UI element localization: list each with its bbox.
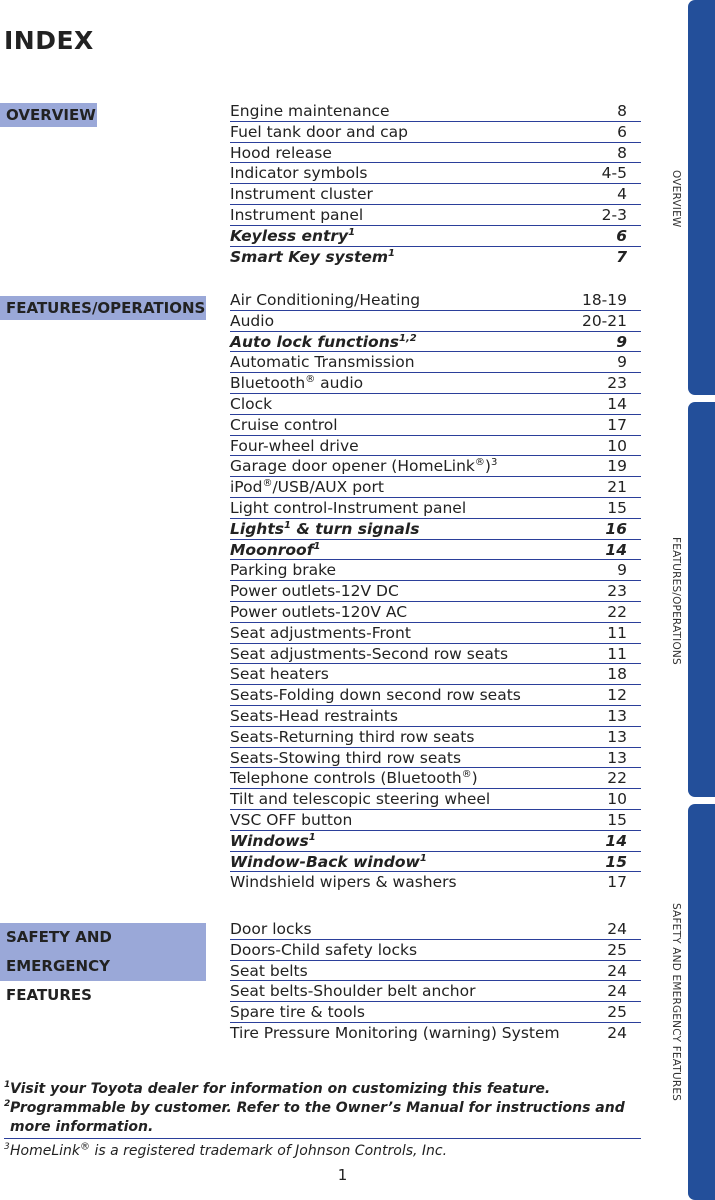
entry-name: Air Conditioning/Heating bbox=[230, 291, 421, 309]
entry-name: Power outlets-12V DC bbox=[230, 582, 399, 601]
side-tab-overview[interactable] bbox=[688, 0, 715, 395]
entry-name: Telephone controls (Bluetooth®) bbox=[230, 769, 478, 788]
index-entry[interactable] bbox=[230, 581, 641, 602]
entry-name: Bluetooth® audio bbox=[230, 374, 364, 393]
entry-name: Light control-Instrument panel bbox=[230, 498, 467, 517]
entry-superscript: 1 bbox=[313, 540, 321, 552]
entry-superscript: 1,2 bbox=[398, 332, 417, 344]
entry-superscript: 1 bbox=[419, 852, 427, 864]
entry-name: Clock bbox=[230, 394, 273, 413]
entry-page: 21 bbox=[607, 478, 627, 497]
index-entry[interactable] bbox=[230, 456, 641, 477]
index-entry[interactable] bbox=[230, 831, 641, 852]
section-label bbox=[0, 296, 206, 320]
entry-page: 25 bbox=[607, 940, 627, 959]
entry-page: 2-3 bbox=[601, 205, 627, 224]
entry-name: Instrument cluster bbox=[230, 185, 373, 204]
entry-page: 13 bbox=[607, 706, 627, 725]
entry-page: 9 bbox=[616, 332, 627, 351]
index-entry[interactable] bbox=[230, 706, 641, 727]
entry-page: 10 bbox=[607, 790, 627, 809]
entry-page: 8 bbox=[617, 143, 627, 162]
entry-page: 6 bbox=[617, 122, 627, 141]
section-label bbox=[0, 923, 206, 1004]
entry-page: 9 bbox=[617, 561, 627, 580]
entry-page: 23 bbox=[607, 582, 627, 601]
entry-page: 13 bbox=[607, 727, 627, 746]
entry-name: Audio bbox=[230, 311, 275, 330]
entry-name: VSC OFF button bbox=[230, 810, 353, 829]
entry-page: 12 bbox=[607, 686, 627, 705]
entry-superscript: 3 bbox=[490, 457, 498, 469]
entry-name: Seat heaters bbox=[230, 665, 329, 684]
index-entry-list bbox=[230, 290, 641, 893]
entry-superscript: ® bbox=[474, 457, 485, 469]
index-entry[interactable] bbox=[230, 436, 641, 457]
index-entry[interactable] bbox=[230, 143, 641, 164]
entry-name: Four-wheel drive bbox=[230, 436, 359, 455]
entry-name: Automatic Transmission bbox=[230, 353, 415, 372]
entry-page: 18-19 bbox=[581, 291, 627, 309]
section-label-line: OVERVIEW bbox=[6, 106, 96, 124]
entry-name: Auto lock functions$^{1,2}$ bbox=[230, 332, 417, 351]
entry-page: 11 bbox=[607, 644, 627, 663]
entry-page: 25 bbox=[607, 1003, 627, 1022]
entry-name: Tilt and telescopic steering wheel bbox=[230, 790, 491, 809]
index-entry[interactable] bbox=[230, 352, 641, 373]
entry-name: Seats-Returning third row seats bbox=[230, 727, 475, 746]
footnotes bbox=[4, 1080, 641, 1161]
index-entry[interactable] bbox=[230, 373, 641, 394]
index-entry[interactable] bbox=[230, 519, 641, 540]
entry-name: Seats-Head restraints bbox=[230, 706, 398, 725]
entry-superscript: 1 bbox=[348, 226, 356, 238]
entry-page: 15 bbox=[607, 498, 627, 517]
entry-page: 22 bbox=[607, 602, 627, 621]
section-label-line: EMERGENCY FEATURES bbox=[6, 957, 110, 1004]
index-entry[interactable] bbox=[230, 727, 641, 748]
entry-name: Windows$^1$ bbox=[230, 831, 316, 850]
entry-page: 24 bbox=[607, 982, 627, 1001]
entry-page: 4 bbox=[617, 185, 627, 204]
entry-page: 9 bbox=[617, 353, 627, 372]
index-entry[interactable] bbox=[230, 664, 641, 685]
entry-name: Seat belts-Shoulder belt anchor bbox=[230, 982, 476, 1001]
index-entry[interactable] bbox=[230, 961, 641, 982]
entry-name: Window-Back window$^1$ bbox=[230, 852, 427, 871]
entry-page: 20-21 bbox=[581, 311, 627, 330]
index-entry[interactable] bbox=[230, 919, 641, 940]
entry-page: 16 bbox=[605, 519, 627, 538]
entry-name: Seat adjustments-Second row seats bbox=[230, 644, 509, 663]
entry-page: 22 bbox=[607, 769, 627, 788]
index-entry-list bbox=[230, 101, 641, 267]
entry-page: 17 bbox=[607, 873, 627, 892]
index-entry[interactable] bbox=[230, 247, 641, 268]
entry-page: 19 bbox=[607, 457, 627, 476]
entry-page: 13 bbox=[607, 748, 627, 767]
entry-page: 17 bbox=[607, 415, 627, 434]
footnote: 2 Programmable by customer. Refer to the Owner’s Manual for instructions and more information. bbox=[4, 1099, 625, 1135]
page-title: INDEX bbox=[4, 26, 94, 55]
entry-superscript: ® bbox=[262, 478, 273, 490]
entry-name: Tire Pressure Monitoring (warning) System bbox=[230, 1023, 560, 1042]
entry-page: 24 bbox=[607, 920, 627, 938]
index-entry[interactable] bbox=[230, 311, 641, 332]
entry-name: Cruise control bbox=[230, 415, 338, 434]
index-entry[interactable] bbox=[230, 184, 641, 205]
index-entry[interactable] bbox=[230, 101, 641, 122]
section-label-line: FEATURES/OPERATIONS bbox=[6, 299, 206, 317]
entry-name: Moonroof$^1$ bbox=[230, 540, 321, 559]
index-entry[interactable] bbox=[230, 498, 641, 519]
entry-page: 18 bbox=[607, 665, 627, 684]
index-entry[interactable] bbox=[230, 332, 641, 353]
index-entry[interactable] bbox=[230, 768, 641, 789]
entry-name: Lights$^1$ & turn signals bbox=[230, 519, 420, 538]
index-entry[interactable] bbox=[230, 226, 641, 247]
entry-name: Power outlets-120V AC bbox=[230, 602, 408, 621]
index-entry[interactable] bbox=[230, 852, 641, 873]
index-entry[interactable] bbox=[230, 122, 641, 143]
entry-name: Engine maintenance bbox=[230, 102, 390, 120]
index-entry[interactable] bbox=[230, 1002, 641, 1023]
entry-name: Garage door opener (HomeLink®)$^3$ bbox=[230, 457, 498, 476]
index-entry[interactable] bbox=[230, 981, 641, 1002]
footnote: 3 HomeLink® is a registered trademark of Johnson Controls, Inc. bbox=[4, 1141, 448, 1159]
entry-superscript: 1 bbox=[388, 247, 395, 259]
entry-name: Seats-Folding down second row seats bbox=[230, 686, 521, 705]
index-entry[interactable] bbox=[230, 789, 641, 810]
index-entry[interactable] bbox=[230, 748, 641, 769]
entry-name: Keyless entry$^1$ bbox=[230, 226, 356, 245]
entry-page: 15 bbox=[605, 852, 627, 871]
index-entry[interactable] bbox=[230, 290, 641, 311]
index-entry[interactable] bbox=[230, 1023, 641, 1044]
index-entry[interactable] bbox=[230, 205, 641, 226]
entry-page: 15 bbox=[607, 810, 627, 829]
entry-page: 24 bbox=[607, 961, 627, 980]
index-entry[interactable] bbox=[230, 163, 641, 184]
entry-name: Door locks bbox=[230, 920, 312, 938]
entry-page: 23 bbox=[607, 374, 627, 393]
entry-name: iPod®/USB/AUX port bbox=[230, 478, 384, 497]
index-entry[interactable] bbox=[230, 540, 641, 561]
entry-name: Fuel tank door and cap bbox=[230, 122, 409, 141]
entry-name: Instrument panel bbox=[230, 205, 364, 224]
index-entry[interactable] bbox=[230, 560, 641, 581]
entry-name: Smart Key system$^1$ bbox=[230, 247, 395, 266]
entry-page: 6 bbox=[616, 226, 627, 245]
entry-page: 14 bbox=[605, 831, 627, 850]
entry-superscript: 1 bbox=[308, 831, 316, 843]
entry-superscript: ® bbox=[305, 374, 316, 386]
index-entry[interactable] bbox=[230, 394, 641, 415]
entry-name: Seat belts bbox=[230, 961, 308, 980]
section-label bbox=[0, 103, 97, 127]
entry-page: 7 bbox=[616, 247, 627, 266]
footnote: 1 Visit your Toyota dealer for information on customizing this feature. bbox=[4, 1080, 551, 1097]
entry-page: 4-5 bbox=[601, 164, 627, 183]
entry-superscript: ® bbox=[461, 769, 472, 781]
entry-name: Hood release bbox=[230, 143, 332, 162]
entry-name: Parking brake bbox=[230, 561, 337, 580]
entry-page: 10 bbox=[607, 436, 627, 455]
index-entry[interactable] bbox=[230, 415, 641, 436]
index-entry[interactable] bbox=[230, 644, 641, 665]
entry-page: 24 bbox=[607, 1023, 627, 1042]
index-entry[interactable] bbox=[230, 623, 641, 644]
index-entry[interactable] bbox=[230, 477, 641, 498]
entry-page: 14 bbox=[605, 540, 627, 559]
page-number: 1 bbox=[337, 1166, 348, 1184]
entry-page: 11 bbox=[607, 623, 627, 642]
entry-name: Indicator symbols bbox=[230, 164, 368, 183]
side-tab-bar bbox=[688, 0, 715, 1200]
side-tab-features[interactable] bbox=[688, 402, 715, 797]
entry-name: Seat adjustments-Front bbox=[230, 623, 411, 642]
entry-page: 14 bbox=[607, 394, 627, 413]
entry-superscript: 1 bbox=[283, 519, 291, 531]
side-tab-safety[interactable] bbox=[688, 804, 715, 1200]
entry-name: Spare tire & tools bbox=[230, 1003, 365, 1022]
index-entry[interactable] bbox=[230, 810, 641, 831]
entry-name: Windshield wipers & washers bbox=[230, 873, 457, 892]
index-entry[interactable] bbox=[230, 602, 641, 623]
footnote-divider bbox=[4, 1138, 641, 1139]
index-entry-list bbox=[230, 919, 641, 1044]
entry-page: 8 bbox=[617, 102, 627, 120]
section-label-line: SAFETY AND bbox=[6, 928, 112, 946]
index-entry[interactable] bbox=[230, 940, 641, 961]
index-entry[interactable] bbox=[230, 872, 641, 893]
index-entry[interactable] bbox=[230, 685, 641, 706]
entry-name: Doors-Child safety locks bbox=[230, 940, 418, 959]
entry-name: Seats-Stowing third row seats bbox=[230, 748, 462, 767]
